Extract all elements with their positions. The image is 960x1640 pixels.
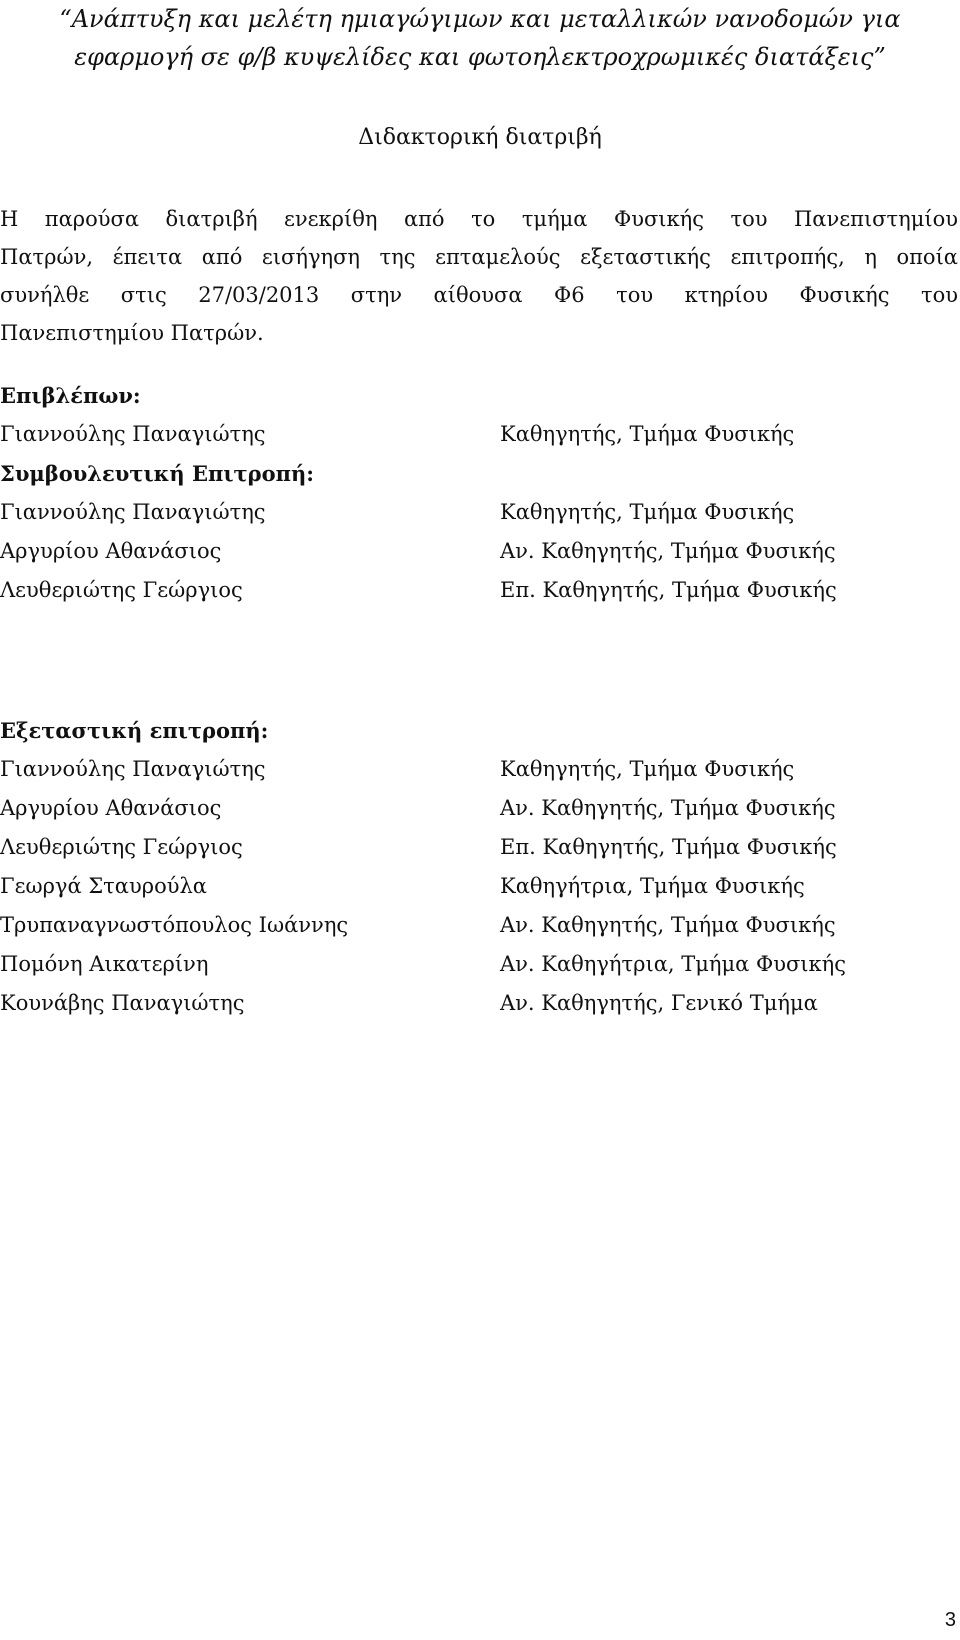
committee-row (0, 945, 960, 984)
member-role: Καθηγητής, Τμήμα Φυσικής (500, 422, 795, 446)
thesis-title-line-2: εφαρμογή σε φ/β κυψελίδες και φωτοηλεκτροχρωμικές διατάξεις” (74, 43, 886, 71)
examination-committee-heading: Εξεταστική επιτροπή: (0, 718, 269, 743)
member-role: Καθηγητής, Τμήμα Φυσικής (500, 500, 795, 524)
paragraph-line: Πανεπιστημίου Πατρών. (0, 321, 264, 345)
paragraph-line: συνήλθε στις 27/03/2013 στην αίθουσα Φ6 του κτηρίου Φυσικής του (0, 283, 958, 307)
member-role: Αν. Καθηγήτρια, Τμήμα Φυσικής (500, 952, 846, 976)
committee-row (0, 571, 960, 610)
committee-row (0, 828, 960, 867)
paragraph-line: Η παρούσα διατριβή ενεκρίθη από το τμήμα Φυσικής του Πανεπιστημίου (0, 207, 958, 231)
member-name: Αργυρίου Αθανάσιος (0, 539, 222, 563)
member-name: Λευθεριώτης Γεώργιος (0, 835, 243, 859)
committee-row (0, 415, 960, 454)
committee-row (0, 532, 960, 571)
approval-paragraph (0, 200, 958, 352)
committee-row (0, 906, 960, 945)
member-role: Αν. Καθηγητής, Τμήμα Φυσικής (500, 796, 836, 820)
advisory-committee-heading: Συμβουλευτική Επιτροπή: (0, 461, 315, 486)
document-type: Διδακτορική διατριβή (358, 125, 602, 150)
member-name: Γεωργά Σταυρούλα (0, 874, 207, 898)
member-name: Πομόνη Αικατερίνη (0, 952, 209, 976)
paragraph-line: Πατρών, έπειτα από εισήγηση της επταμελούς εξεταστικής επιτροπής, η οποία (0, 245, 958, 269)
member-name: Γιαννούλης Παναγιώτης (0, 500, 266, 524)
member-name: Γιαννούλης Παναγιώτης (0, 422, 266, 446)
member-role: Αν. Καθηγητής, Τμήμα Φυσικής (500, 913, 836, 937)
committee-row (0, 750, 960, 789)
member-role: Καθηγητής, Τμήμα Φυσικής (500, 757, 795, 781)
thesis-title-line-1: “Ανάπτυξη και μελέτη ημιαγώγιμων και μεταλλικών νανοδομών για (59, 5, 901, 33)
page-number: 3 (944, 1609, 956, 1631)
thesis-title (0, 0, 960, 76)
member-name: Κουνάβης Παναγιώτης (0, 991, 245, 1015)
member-name: Γιαννούλης Παναγιώτης (0, 757, 266, 781)
committee-row (0, 493, 960, 532)
member-name: Λευθεριώτης Γεώργιος (0, 578, 243, 602)
committee-row (0, 789, 960, 828)
examination-committee-section (0, 711, 960, 1023)
committee-row (0, 867, 960, 906)
member-role: Επ. Καθηγητής, Τμήμα Φυσικής (500, 578, 837, 602)
member-role: Επ. Καθηγητής, Τμήμα Φυσικής (500, 835, 837, 859)
member-name: Τρυπαναγνωστόπουλος Ιωάννης (0, 913, 349, 937)
member-role: Καθηγήτρια, Τμήμα Φυσικής (500, 874, 805, 898)
supervisor-section (0, 376, 960, 454)
advisory-committee-section (0, 454, 960, 610)
member-role: Αν. Καθηγητής, Τμήμα Φυσικής (500, 539, 836, 563)
member-name: Αργυρίου Αθανάσιος (0, 796, 222, 820)
member-role: Αν. Καθηγητής, Γενικό Τμήμα (500, 991, 818, 1015)
supervisor-heading: Επιβλέπων: (0, 383, 141, 408)
committee-row (0, 984, 960, 1023)
